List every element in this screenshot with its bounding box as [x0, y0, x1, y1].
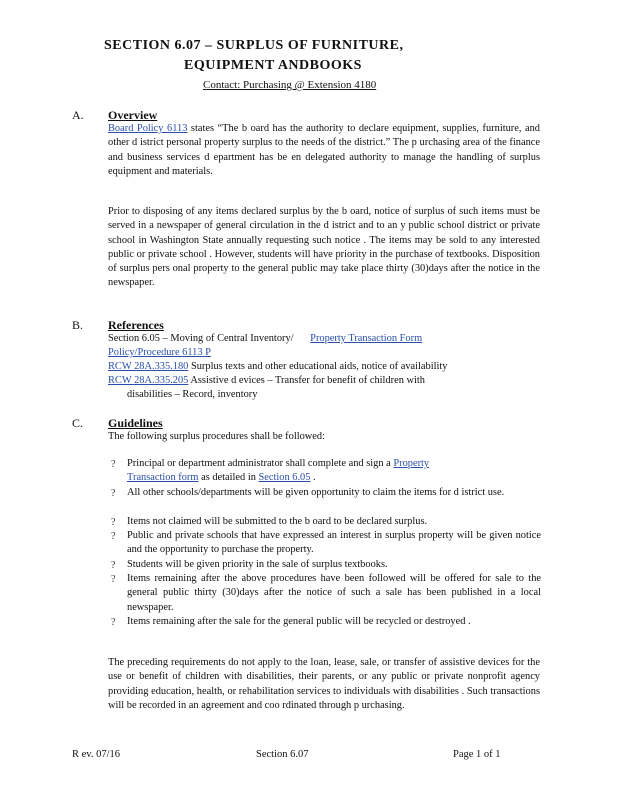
- guideline-item-7: Items remaining after the sale for the general public will be recycled or destroyed .: [127, 616, 471, 627]
- footer-revision: R ev. 07/16: [72, 749, 121, 760]
- section-c-heading: Guidelines: [108, 416, 163, 430]
- reference-1-continued: [108, 346, 540, 360]
- section-605-link[interactable]: Section 6.05: [258, 472, 311, 484]
- section-b-letter: B.: [72, 318, 84, 332]
- guidelines-intro: The following surplus procedures shall be followed:: [108, 431, 326, 442]
- footer-page-number: Page 1 of 1: [453, 749, 501, 760]
- rcw-28a335180-link[interactable]: RCW 28A.335.180: [108, 361, 189, 372]
- document-title-line2: EQUIPMENT ANDBOOKS: [184, 58, 362, 73]
- section-a-heading: Overview: [108, 108, 158, 122]
- bullet-icon: ?: [111, 574, 116, 585]
- footer-section: Section 6.07: [256, 749, 309, 760]
- bullet-icon: ?: [111, 560, 116, 571]
- board-policy-link[interactable]: Board Policy 6113: [108, 123, 188, 134]
- document-title-line1: SECTION 6.07 – SURPLUS OF FURNITURE,: [104, 38, 404, 53]
- guideline-item-4: Public and private schools that have expressed an interest in surplus property will be given notice and the opportunity to purchase the property.: [127, 530, 541, 556]
- contact-line: Contact: Purchasing @ Extension 4180: [203, 79, 377, 91]
- bullet-icon: ?: [111, 617, 116, 628]
- reference-3: [108, 374, 540, 388]
- bullet-icon: ?: [111, 517, 116, 528]
- closing-paragraph: The preceding requirements do not apply to the loan, lease, sale, or transfer of assistive devices for the use or benefit of children with disabilities, their parents, or any public or private nonprofit agency providing education, health, or rehabilitation services to individuals with disabilities . Such transactions will be recorded in an agreement and coo rdinated through p urchasing.: [108, 657, 540, 711]
- overview-paragraph-1: [108, 122, 540, 179]
- reference-3-continued: disabilities – Record, inventory: [127, 389, 258, 400]
- guideline-item-1-text-2: as detailed in: [198, 472, 259, 484]
- rcw-28a335205-link[interactable]: RCW 28A.335.205: [108, 375, 189, 386]
- reference-1: [108, 332, 540, 346]
- bullet-icon: ?: [111, 488, 116, 499]
- guideline-item-1-text-3: .: [310, 472, 316, 484]
- policy-procedure-link[interactable]: Policy/Procedure 6113 P: [108, 347, 211, 358]
- guideline-item-2: All other schools/departments will be given opportunity to claim the items for d istrict use.: [127, 487, 505, 498]
- reference-2-text: Surplus texts and other educational aids, notice of availability: [188, 361, 448, 372]
- bullet-icon: ?: [111, 531, 116, 542]
- guideline-item-1: [127, 457, 541, 486]
- guideline-item-5: Students will be given priority in the sale of surplus textbooks.: [127, 559, 388, 570]
- section-b-heading: References: [108, 318, 164, 332]
- reference-3-text: Assistive d evices – Transfer for benefit of children with: [188, 375, 425, 386]
- guideline-item-6: Items remaining after the above procedures have been followed will be offered for sale to the general public thirty (30)days after the notice of such a sale has been published in a local newspaper.: [127, 573, 541, 613]
- bullet-icon: ?: [111, 459, 116, 470]
- property-transaction-form-link[interactable]: Property Transaction Form: [310, 333, 423, 344]
- guideline-item-3: Items not claimed will be submitted to the b oard to be declared surplus.: [127, 516, 428, 527]
- overview-text-1: states “The b oard has the authority to declare equipment, supplies, furniture, and other d istrict personal property surplus to the needs of the district.” The p urchasing area of the finance and business services d epartment has be en delegated authority to manage the handling of surplus equipment and materials.: [108, 123, 540, 177]
- reference-2: [108, 360, 540, 374]
- overview-paragraph-2: Prior to disposing of any items declared surplus by the b oard, notice of surplus of such items must be served in a newspaper of general circulation in the d istrict and to an y public school district or private school in Washington State annually requesting such notice . The items may be sold to any interested public or private school . However, students will have priority in the purchase of textbooks. Disposition of surplus pers onal property to the general public may take place thirty (30)days after the notice in the newspaper.: [108, 206, 540, 289]
- transaction-form-link[interactable]: Transaction form: [127, 472, 199, 484]
- guideline-item-1-text: Principal or department administrator shall complete and sign a: [127, 458, 391, 469]
- property-link[interactable]: Property: [393, 458, 430, 469]
- section-c-letter: C.: [72, 416, 84, 430]
- section-a-letter: A.: [72, 108, 84, 122]
- reference-1-text: Section 6.05 – Moving of Central Inventory/: [108, 333, 294, 344]
